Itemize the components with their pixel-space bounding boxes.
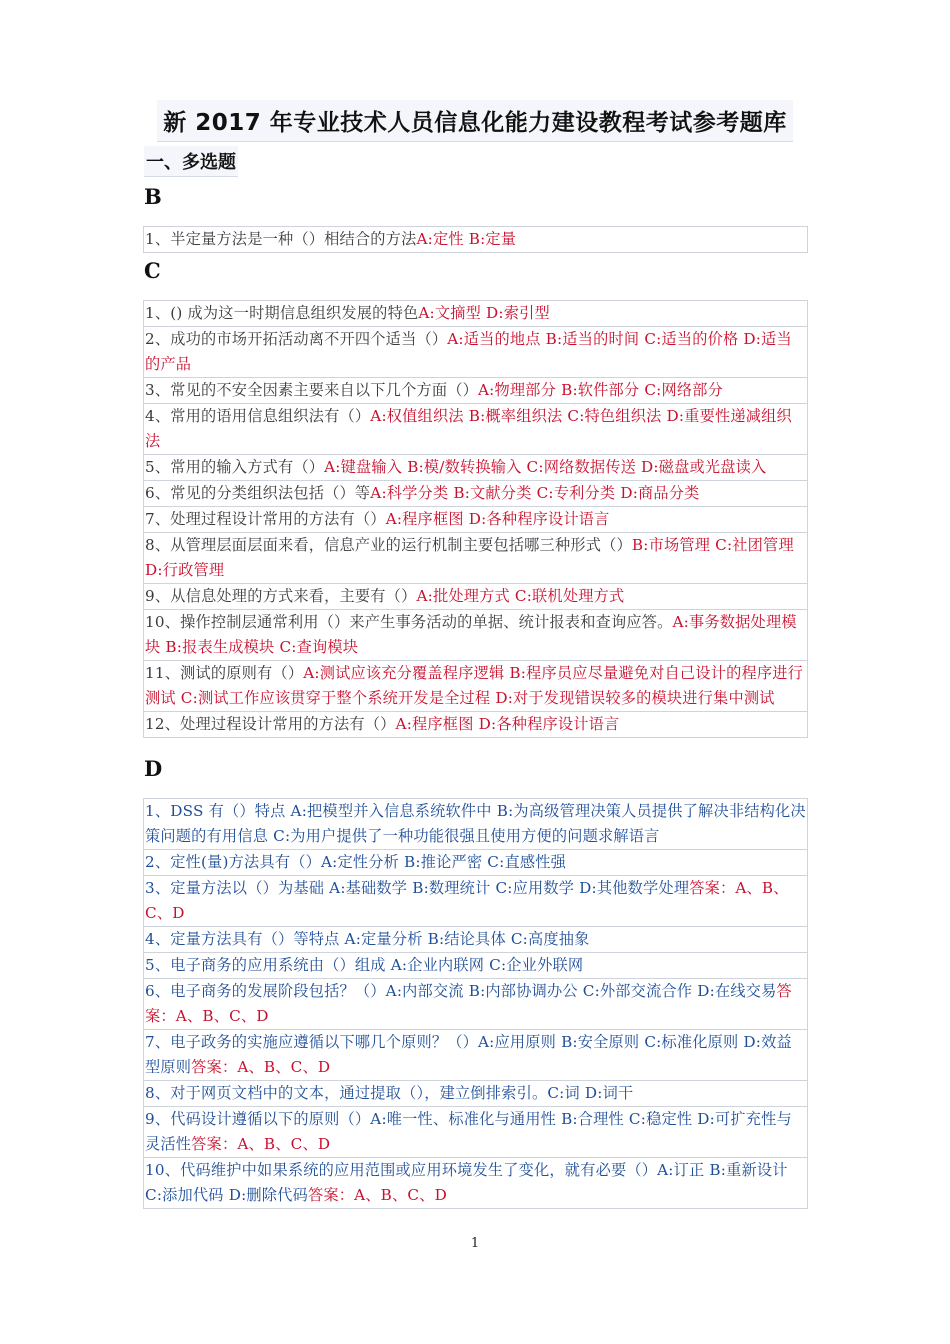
question-text: 2、成功的市场开拓活动离不开四个适当（）	[145, 330, 448, 348]
question-text: 6、常见的分类组织法包括（）等	[145, 484, 371, 502]
question-text: 4、定量方法具有（）等特点 A:定量分析 B:结论具体 C:高度抽象	[145, 930, 590, 948]
question-text: 1、半定量方法是一种（）相结合的方法	[145, 230, 417, 248]
question-text: 9、从信息处理的方式来看，主要有（）	[145, 587, 417, 605]
question-item	[143, 1081, 808, 1107]
question-item	[143, 661, 808, 712]
title-wrap	[0, 100, 950, 142]
answer-options: A:批处理方式 C:联机处理方式	[416, 587, 625, 605]
question-text: 4、常用的语用信息组织法有（）	[145, 407, 371, 425]
c-question-list	[143, 300, 808, 738]
answer-options: A:科学分类 B:文献分类 C:专利分类 D:商品分类	[370, 484, 700, 502]
question-item	[143, 1107, 808, 1158]
question-text: 1、() 成为这一时期信息组织发展的特色	[145, 304, 419, 322]
question-item	[143, 533, 808, 584]
question-item	[143, 712, 808, 738]
question-item	[143, 798, 808, 850]
answer-key: 答案：A、B、C、D	[145, 982, 792, 1025]
question-text: 10、代码维护中如果系统的应用范围或应用环境发生了变化，就有必要（）A:订正 B:重新设计 C:添加代码 D:删除代码	[145, 1161, 788, 1204]
letter-heading-c: C	[144, 258, 161, 283]
answer-key: 答案：A、B、C、D	[191, 1058, 331, 1076]
question-text: 5、电子商务的应用系统由（）组成 A:企业内联网 C:企业外联网	[145, 956, 584, 974]
b-question-list	[143, 226, 808, 253]
question-item	[143, 378, 808, 404]
page-number: 1	[470, 1236, 480, 1251]
question-item	[143, 584, 808, 610]
answer-key: 答案：A、B、C、D	[145, 879, 789, 922]
question-item	[143, 481, 808, 507]
question-text: 3、定量方法以（）为基础 A:基础数学 B:数理统计 C:应用数学 D:其他数学处理	[145, 879, 690, 897]
question-text: 1、DSS 有（）特点 A:把模型并入信息系统软件中 B:为高级管理决策人员提供了解决非结构化决策问题的有用信息 C:为用户提供了一种功能很强且使用方便的问题求解语言	[145, 802, 806, 845]
question-text: 6、电子商务的发展阶段包括？（）A:内部交流 B:内部协调办公 C:外部交流合作 D:在线交易	[145, 982, 777, 1000]
question-text: 8、对于网页文档中的文本，通过提取（），建立倒排索引。C:词 D:词干	[145, 1084, 634, 1102]
answer-options: A:物理部分 B:软件部分 C:网络部分	[478, 381, 724, 399]
question-item	[143, 1158, 808, 1209]
question-text: 11、测试的原则有（）	[145, 664, 304, 682]
question-item	[143, 300, 808, 327]
answer-options: A:适当的地点 B:适当的时间 C:适当的价格 D:适当的产品	[145, 330, 792, 373]
question-item	[143, 507, 808, 533]
answer-options: A:事务数据处理模块 B:报表生成模块 C:查询模块	[145, 613, 797, 656]
answer-key: 答案：A、B、C、D	[307, 1186, 448, 1204]
question-item	[143, 927, 808, 953]
d-question-list	[143, 798, 808, 1209]
question-item	[143, 850, 808, 876]
question-item	[143, 1030, 808, 1081]
question-text: 7、电子政务的实施应遵循以下哪几个原则？（）A:应用原则 B:安全原则 C:标准化原则 D:效益型原则	[145, 1033, 792, 1076]
question-item	[143, 953, 808, 979]
question-text: 2、定性(量)方法具有（）A:定性分析 B:推论严密 C:直感性强	[145, 853, 566, 871]
question-text: 10、操作控制层通常利用（）来产生事务活动的单据、统计报表和查询应答。	[145, 613, 673, 631]
question-item	[143, 876, 808, 927]
question-item	[143, 404, 808, 455]
question-text: 5、常用的输入方式有（）	[145, 458, 325, 476]
answer-key: 答案：A、B、C、D	[191, 1135, 331, 1153]
letter-heading-b: B	[144, 184, 162, 209]
section-heading: 一、多选题	[144, 146, 238, 177]
answer-options: A:文摘型 D:索引型	[418, 304, 550, 322]
letter-heading-d: D	[144, 756, 163, 781]
answer-options: A:定性 B:定量	[416, 230, 517, 248]
question-item	[143, 327, 808, 378]
question-text: 9、代码设计遵循以下的原则（）A:唯一性、标准化与通用性 B:合理性 C:稳定性 D:可扩充性与灵活性	[145, 1110, 792, 1153]
answer-options: A:测试应该充分覆盖程序逻辑 B:程序员应尽量避免对自己设计的程序进行测试 C:测试工作应该贯穿于整个系统开发是全过程 D:对于发现错误较多的模块进行集中测试	[145, 664, 804, 707]
question-text: 12、处理过程设计常用的方法有（）	[145, 715, 396, 733]
question-item	[143, 226, 808, 253]
answer-options: A:程序框图 D:各种程序设计语言	[385, 510, 610, 528]
answer-options: B:市场管理 C:社团管理 D:行政管理	[145, 536, 794, 579]
question-text: 7、处理过程设计常用的方法有（）	[145, 510, 386, 528]
question-text: 8、从管理层面层面来看，信息产业的运行机制主要包括哪三种形式（）	[145, 536, 632, 554]
question-item	[143, 979, 808, 1030]
answer-options: A:键盘输入 B:模/数转换输入 C:网络数据传送 D:磁盘或光盘读入	[324, 458, 767, 476]
question-item	[143, 455, 808, 481]
document-title: 新 2017 年专业技术人员信息化能力建设教程考试参考题库	[157, 100, 793, 142]
answer-options: A:权值组织法 B:概率组织法 C:特色组织法 D:重要性递减组织法	[145, 407, 792, 450]
question-item	[143, 610, 808, 661]
answer-options: A:程序框图 D:各种程序设计语言	[395, 715, 620, 733]
question-text: 3、常见的不安全因素主要来自以下几个方面（）	[145, 381, 479, 399]
